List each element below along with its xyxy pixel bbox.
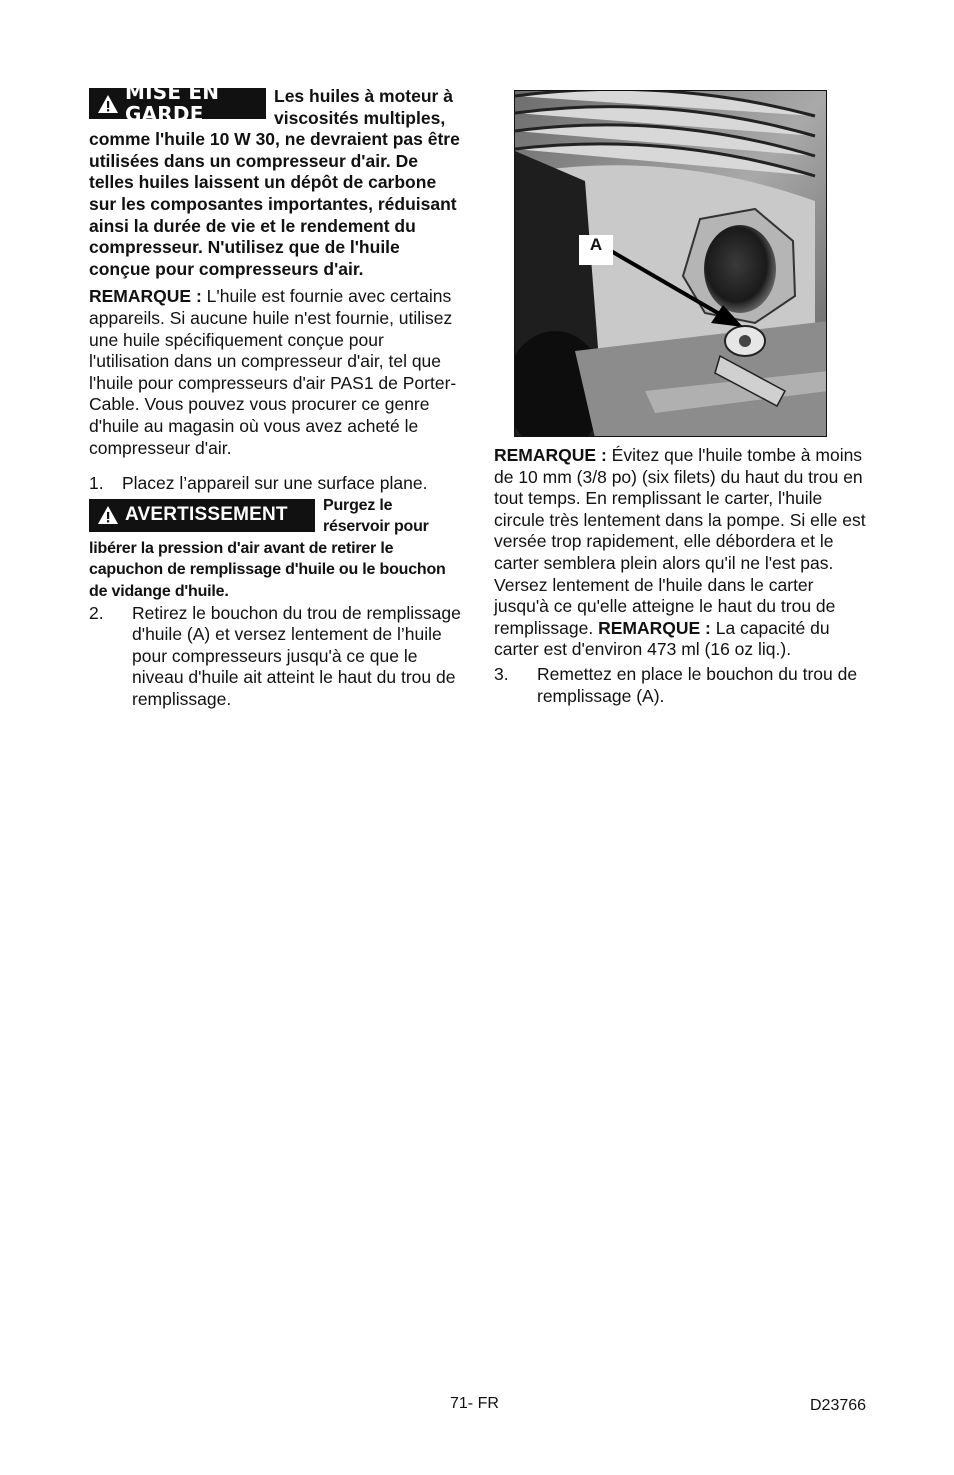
note2-text: Évitez que l'huile tombe à moins de 10 mm (3/8 po) (six filets) du haut du trou en tout temps. En remplissant le carter, l'huile circule très lentement dans la pompe. Si elle est versée trop rapidement, elle débordera et le carter semblera plein alors qu'il ne l'est pas. Versez lentement de l'huile dans le carter jusqu'à ce qu'elle atteigne le haut du trou de remplissage. (494, 445, 866, 638)
warning-avertissement (89, 495, 461, 603)
mise-en-garde-badge (89, 79, 266, 126)
step-1-number: 1. (89, 473, 104, 494)
note1 (89, 286, 461, 459)
page-number: 71- FR (450, 1395, 499, 1412)
left-column (89, 79, 461, 711)
step-2-text: Retirez le bouchon du trou de remplissage d'huile (A) et versez lentement de l’huile pour compresseurs jusqu'à ce que le niveau d'huile ait atteint le haut du trou de remplissage. (132, 602, 461, 710)
avertissement-label: AVERTISSEMENT (125, 504, 288, 526)
callout-label-a: A (579, 235, 613, 265)
step-3-text: Remettez en place le bouchon du trou de remplissage (A). (537, 663, 858, 706)
step-1 (89, 473, 461, 495)
step-3-number: 3. (494, 663, 509, 684)
note2 (494, 445, 866, 661)
note1-text: L'huile est fournie avec certains appareils. Si aucune huile n'est fournie, utilisez une huile spécifiquement conçue pour l'utilisation dans un compresseur d'air, tel que l'huile pour compresseurs d'air PAS1 de Porter-Cable. Vous pouvez vous procurer ce genre d'huile au magasin où vous avez acheté le compresseur d'air. (89, 286, 457, 458)
step-2-number: 2. (89, 602, 104, 623)
compressor-photo-illustration (515, 91, 827, 437)
step-1-text: Placez l’appareil sur une surface plane. (122, 473, 428, 494)
avertissement-badge (89, 499, 315, 532)
note1-label: REMARQUE : (89, 286, 202, 307)
mise-en-garde-label: MISE EN GARDE (125, 79, 220, 126)
document-code: D23766 (810, 1397, 867, 1414)
compressor-oil-fill-photo (514, 90, 827, 437)
note3-label: REMARQUE : (598, 617, 711, 638)
warning1-text: Les huiles à moteur à viscosités multiples, comme l'huile 10 W 30, ne devraient pas être utilisées dans un compresseur d'air. De telles huiles laissent un dépôt de carbone sur les composantes importantes, réduisant ainsi la durée de vie et le rendement du compresseur. N'utilisez que de l'huile conçue pour compresseurs d'air. (89, 86, 460, 279)
note3-text: La capacité du carter est d'environ 473 ml (16 oz liq.). (494, 617, 830, 660)
step-2 (89, 603, 461, 711)
warning-mise-en-garde (89, 79, 461, 280)
right-column (494, 445, 866, 707)
warning-triangle-icon (97, 505, 119, 525)
note2-label: REMARQUE : (494, 445, 607, 465)
warning2-text: Purgez le réservoir pour libérer la pression d'air avant de retirer le capuchon de remplissage d'huile ou le bouchon de vidange d'huile. (89, 496, 446, 601)
step-3 (494, 664, 866, 707)
warning-triangle-icon (97, 94, 119, 114)
